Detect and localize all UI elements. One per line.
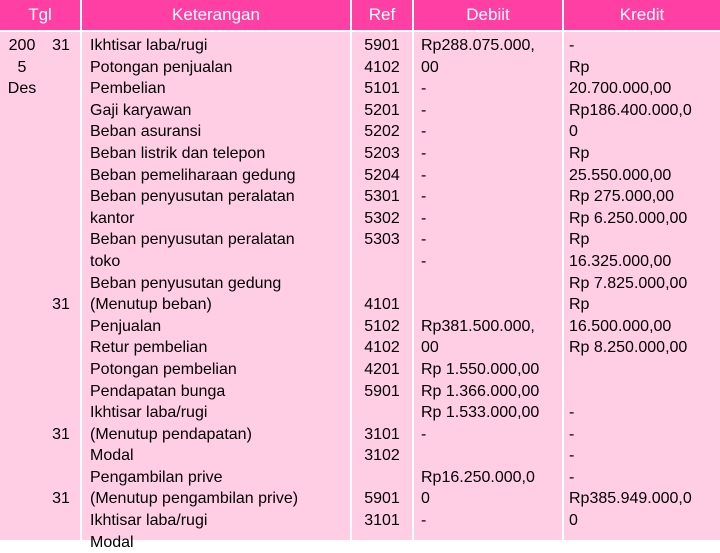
day-lines-line: 31	[52, 425, 70, 443]
ket-lines-line: Beban asuransi	[90, 123, 202, 141]
ket-lines-line: Beban penyusutan gedung	[90, 274, 282, 292]
keterangan-column	[82, 32, 350, 551]
ket-lines-line: (Menutup beban)	[90, 296, 212, 314]
debit-lines-line: 00	[421, 339, 439, 357]
debit-lines-line: -	[421, 209, 427, 227]
ref-lines-line: 4101	[364, 296, 400, 314]
day-lines-line: 31	[52, 490, 70, 508]
ket-lines-line: Modal	[90, 447, 134, 465]
ket-lines-line: Ikhtisar laba/rugi	[90, 404, 208, 422]
ket-lines-line: Beban pemeliharaan gedung	[90, 166, 296, 184]
ket-lines-line: (Menutup pendapatan)	[90, 425, 252, 443]
kredit-lines-line: Rp385.949.000,0	[569, 490, 692, 508]
debit-lines-line: Rp 1.533.000,00	[421, 404, 540, 422]
kredit-lines-line: Rp 7.825.000,00	[569, 274, 688, 292]
debit-lines-line: -	[421, 166, 427, 184]
day-lines-line	[44, 316, 78, 338]
ref-lines-line: 5204	[364, 166, 400, 184]
kredit-lines-line: -	[569, 404, 575, 422]
debit-lines-line: -	[421, 188, 427, 206]
debit-lines-line	[421, 445, 539, 467]
day-lines-line	[44, 445, 78, 467]
kredit-lines-line: -	[569, 468, 575, 486]
kredit-lines-line: 0	[569, 512, 578, 530]
kredit-lines-line: 16.500.000,00	[569, 317, 672, 335]
debit-lines-line	[421, 294, 539, 316]
ket-lines-line: Ikhtisar laba/rugi	[90, 37, 208, 54]
debit-lines-line: -	[421, 123, 427, 141]
debit-lines-line: 0	[421, 490, 430, 508]
ref-lines-line: 5202	[364, 123, 400, 141]
day-lines-line	[44, 208, 78, 230]
day-lines-line: 31	[52, 296, 70, 314]
ket-lines-line: Pendapatan bunga	[90, 382, 226, 400]
ref-lines-line: 5201	[364, 101, 400, 119]
debit-lines-line: -	[421, 144, 427, 162]
kredit-lines-line	[569, 359, 692, 381]
debit-lines-line: Rp 1.550.000,00	[421, 360, 540, 378]
ref-lines-line: 4102	[364, 58, 400, 76]
ket-lines-line: Beban penyusutan peralatan	[90, 231, 295, 249]
header-keterangan: Keterangan	[82, 0, 350, 30]
ket-lines-line: Ikhtisar laba/rugi	[90, 512, 208, 530]
kredit-lines-line: -	[569, 447, 575, 465]
day-lines-line	[44, 165, 78, 187]
tgl-lines-line: 200	[8, 37, 36, 54]
debit-lines-line: Rp 1.366.000,00	[421, 382, 540, 400]
kredit-lines-line: 20.700.000,00	[569, 80, 672, 98]
ref-lines-line: 5901	[364, 382, 400, 400]
day-lines-line	[44, 510, 78, 532]
ref-lines-line: 3101	[364, 425, 400, 443]
ref-lines-line: 5302	[364, 209, 400, 227]
ref-lines-line: 5303	[364, 231, 400, 249]
ket-lines-line: Retur pembelian	[90, 339, 208, 357]
tgl-lines-line: Des	[7, 80, 37, 98]
ket-lines-line: Pengambilan prive	[90, 468, 223, 486]
debit-lines-line: Rp16.250.000,0	[421, 468, 535, 486]
day-lines-line	[44, 121, 78, 143]
ref-column	[352, 32, 412, 540]
header-ref: Ref	[352, 0, 412, 30]
header-debit: Debiit	[414, 0, 562, 30]
ref-lines-line: 5203	[364, 144, 400, 162]
kredit-lines-line: Rp 275.000,00	[569, 188, 674, 206]
day-lines-line: 31	[52, 37, 70, 54]
debit-lines	[421, 35, 539, 532]
day-lines-line	[44, 467, 78, 489]
ref-lines-line	[352, 273, 412, 295]
day-lines-line	[44, 273, 78, 295]
debit-lines-line: -	[421, 252, 427, 270]
kredit-lines-line: Rp	[569, 58, 590, 76]
debit-lines-line: -	[421, 512, 427, 530]
ref-lines-line: 5102	[364, 317, 400, 335]
keterangan-lines	[86, 35, 298, 553]
ket-lines-line: toko	[90, 252, 121, 270]
kredit-lines-line: Rp 8.250.000,00	[569, 339, 688, 357]
ref-lines-line	[352, 467, 412, 489]
header-tgl: Tgl	[0, 0, 80, 30]
debit-lines-line: Rp288.075.000,	[421, 37, 535, 54]
debit-lines-line: -	[421, 80, 427, 98]
ket-lines-line: Beban listrik dan telepon	[90, 144, 266, 162]
day-lines-line	[44, 402, 78, 424]
ket-lines-line: Pembelian	[90, 80, 166, 98]
tgl-column	[0, 32, 80, 540]
day-lines-line	[44, 100, 78, 122]
ref-lines-line: 4102	[364, 339, 400, 357]
year-month-cell	[0, 35, 44, 100]
ket-lines-line: Potongan pembelian	[90, 360, 237, 378]
kredit-lines-line: 0	[569, 123, 578, 141]
day-lines-line	[44, 143, 78, 165]
debit-lines-line: -	[421, 231, 427, 249]
kredit-lines-line: Rp	[569, 296, 590, 314]
kredit-lines-line: -	[569, 425, 575, 443]
ket-lines-line: Gaji karyawan	[90, 101, 192, 119]
ket-lines-line: (Menutup pengambilan prive)	[90, 490, 299, 508]
ref-lines-line: 5101	[364, 80, 400, 98]
day-lines-line	[44, 78, 78, 100]
ref-lines-line	[352, 402, 412, 424]
debit-column	[414, 32, 562, 540]
tgl-lines-line: 5	[17, 58, 27, 76]
day-lines-line	[44, 186, 78, 208]
ref-lines-line: 5901	[364, 490, 400, 508]
debit-lines-line: -	[421, 101, 427, 119]
debit-lines-line	[421, 273, 539, 295]
ref-lines-line: 5901	[364, 37, 400, 54]
debit-lines-line: -	[421, 425, 427, 443]
debit-lines-line: 00	[421, 58, 439, 76]
ket-lines-line: Modal	[90, 533, 134, 551]
kredit-lines-line: 16.325.000,00	[569, 252, 672, 270]
day-lines-line	[44, 251, 78, 273]
kredit-lines-line: Rp186.400.000,0	[569, 101, 692, 119]
kredit-lines-line: 25.550.000,00	[569, 166, 672, 184]
ket-lines-line: Beban penyusutan peralatan	[90, 188, 295, 206]
ref-lines-line: 4201	[364, 360, 400, 378]
kredit-lines-line: Rp	[569, 144, 590, 162]
ket-lines-line: kantor	[90, 209, 135, 227]
header-kredit: Kredit	[564, 0, 720, 30]
ref-lines	[352, 35, 412, 532]
day-lines-line	[44, 57, 78, 79]
day-lines-line	[44, 381, 78, 403]
ref-lines-line: 3102	[364, 447, 400, 465]
kredit-lines-line	[569, 381, 692, 403]
debit-lines-line: Rp381.500.000,	[421, 317, 535, 335]
day-lines-line	[44, 229, 78, 251]
ref-lines-line: 3101	[364, 512, 400, 530]
ref-lines-line: 5301	[364, 188, 400, 206]
kredit-column	[564, 32, 720, 540]
day-lines-line	[44, 359, 78, 381]
kredit-lines	[569, 35, 692, 532]
ket-lines-line: Penjualan	[90, 317, 162, 335]
ket-lines-line: Potongan penjualan	[90, 58, 233, 76]
ref-lines-line	[352, 251, 412, 273]
kredit-lines-line: Rp	[569, 231, 590, 249]
kredit-lines-line: Rp 6.250.000,00	[569, 209, 688, 227]
kredit-lines-line: -	[569, 37, 575, 54]
day-cell	[44, 35, 78, 532]
day-lines-line	[44, 337, 78, 359]
